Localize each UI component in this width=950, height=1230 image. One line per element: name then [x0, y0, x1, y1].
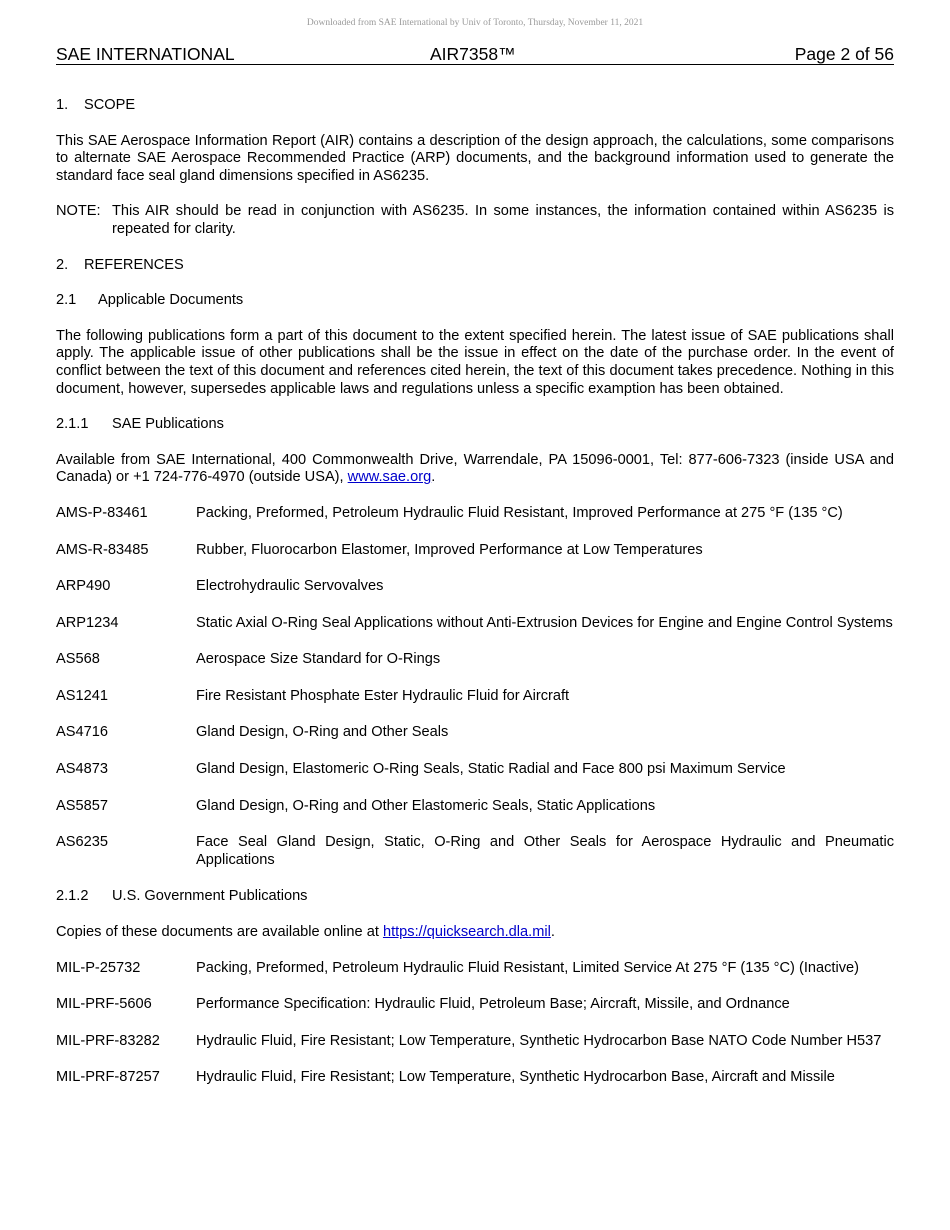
reference-title: Packing, Preformed, Petroleum Hydraulic Fluid Resistant, Limited Service At 275 °F (135 °C) (Inactive) — [196, 959, 859, 976]
document-body — [56, 97, 894, 1106]
applicable-documents-paragraph: The following publications form a part of this document to the extent specified herein. The latest issue of SAE publications shall apply. The applicable issue of other publications shall be the issue in effect on the date of the purchase order. In the event of conflict between the text of this document and references cited herein, the text of this document takes precedence. Nothing in this document, however, supersedes applicable laws and regulations unless a specific examption has been obtained. — [56, 327, 894, 397]
reference-title: Hydraulic Fluid, Fire Resistant; Low Temperature, Synthetic Hydrocarbon Base, Aircraft and Missile — [196, 1069, 835, 1086]
section-number: 2.1 — [56, 292, 77, 309]
reference-item — [56, 688, 894, 706]
sae-website-link[interactable]: www.sae.org — [347, 469, 432, 486]
header-page-number: Page 2 of 56 — [794, 44, 894, 64]
reference-code: AS6235 — [56, 834, 108, 851]
sae-availability-text: Available from SAE International, 400 Commonwealth Drive, Warrendale, PA 15096-0001, Tel: 877-606-7323 (inside USA and Canada) or +1 724-776-4970 (outside USA), — [56, 451, 894, 486]
reference-title: Rubber, Fluorocarbon Elastomer, Improved Performance at Low Temperatures — [196, 541, 703, 558]
section-title: REFERENCES — [84, 256, 184, 273]
scope-note — [56, 203, 894, 238]
reference-item — [56, 1069, 894, 1087]
section-heading-applicable-documents — [56, 292, 894, 310]
reference-title: Fire Resistant Phosphate Ester Hydraulic Fluid for Aircraft — [196, 687, 570, 704]
download-watermark: Downloaded from SAE International by Univ of Toronto, Thursday, November 11, 2021 — [306, 18, 644, 28]
section-number: 2. — [56, 256, 69, 273]
reference-code: AMS-P-83461 — [56, 504, 148, 521]
reference-item — [56, 798, 894, 816]
reference-title: Static Axial O-Ring Seal Applications without Anti-Extrusion Devices for Engine and Engine Control Systems — [196, 614, 893, 631]
reference-title: Gland Design, O-Ring and Other Elastomeric Seals, Static Applications — [196, 797, 656, 814]
reference-item — [56, 615, 894, 633]
reference-item — [56, 578, 894, 596]
reference-item — [56, 960, 894, 978]
section-heading-government-publications — [56, 888, 894, 906]
section-title: SCOPE — [84, 97, 136, 113]
gov-availability-text: Copies of these documents are available online at — [56, 924, 383, 941]
header-organization: SAE INTERNATIONAL — [56, 44, 235, 64]
reference-code: AS4873 — [56, 761, 108, 778]
reference-item — [56, 724, 894, 742]
reference-title: Face Seal Gland Design, Static, O-Ring and Other Seals for Aerospace Hydraulic and Pneumatic Applications — [196, 834, 894, 868]
reference-code: AMS-R-83485 — [56, 541, 149, 558]
header-document-id: AIR7358™ — [430, 44, 516, 64]
reference-code: MIL-PRF-83282 — [56, 1032, 160, 1049]
reference-item — [56, 651, 894, 669]
reference-code: MIL-PRF-87257 — [56, 1069, 160, 1086]
section-heading-scope — [56, 97, 894, 115]
gov-availability-paragraph — [56, 924, 894, 942]
section-heading-references — [56, 257, 894, 275]
quicksearch-link[interactable]: https://quicksearch.dla.mil — [382, 924, 551, 941]
section-number: 1. — [56, 97, 69, 113]
reference-title: Performance Specification: Hydraulic Fluid, Petroleum Base; Aircraft, Missile, and Ordnance — [196, 996, 790, 1013]
reference-code: MIL-P-25732 — [56, 959, 141, 976]
gov-reference-list — [56, 960, 894, 1087]
reference-item — [56, 542, 894, 560]
section-title: SAE Publications — [112, 416, 224, 433]
page-header — [56, 44, 894, 65]
sae-reference-list — [56, 505, 894, 870]
reference-code: AS4716 — [56, 724, 108, 741]
reference-item — [56, 996, 894, 1014]
section-number: 2.1.2 — [56, 888, 89, 905]
scope-paragraph: This SAE Aerospace Information Report (AIR) contains a description of the design approach, the calculations, some comparisons to alternate SAE Aerospace Recommended Practice (ARP) documents, and the background information used to generate the standard face seal gland dimensions specified in AS6235. — [56, 132, 894, 184]
reference-title: Electrohydraulic Servovalves — [196, 578, 384, 595]
reference-title: Gland Design, Elastomeric O-Ring Seals, Static Radial and Face 800 psi Maximum Service — [196, 761, 786, 778]
note-text: This AIR should be read in conjunction with AS6235. In some instances, the information contained within AS6235 is repeated for clarity. — [112, 203, 894, 237]
reference-title: Packing, Preformed, Petroleum Hydraulic Fluid Resistant, Improved Performance at 275 °F (135 °C) — [196, 504, 843, 521]
section-number: 2.1.1 — [56, 416, 89, 433]
sae-availability-end: . — [431, 469, 436, 486]
reference-item — [56, 834, 894, 869]
reference-code: AS568 — [56, 651, 100, 668]
reference-code: AS1241 — [56, 687, 108, 704]
reference-code: ARP490 — [56, 578, 111, 595]
reference-title: Gland Design, O-Ring and Other Seals — [196, 724, 449, 741]
reference-title: Hydraulic Fluid, Fire Resistant; Low Temperature, Synthetic Hydrocarbon Base NATO Code Number H537 — [196, 1032, 882, 1049]
section-heading-sae-publications — [56, 416, 894, 434]
gov-availability-end: . — [550, 924, 555, 941]
section-title: Applicable Documents — [98, 292, 244, 309]
note-label: NOTE: — [56, 203, 101, 220]
reference-title: Aerospace Size Standard for O-Rings — [196, 651, 441, 668]
reference-item — [56, 761, 894, 779]
section-title: U.S. Government Publications — [112, 888, 308, 905]
reference-item — [56, 505, 894, 523]
reference-code: AS5857 — [56, 797, 108, 814]
sae-availability-paragraph — [56, 452, 894, 487]
reference-code: MIL-PRF-5606 — [56, 996, 152, 1013]
reference-code: ARP1234 — [56, 614, 119, 631]
reference-item — [56, 1033, 894, 1051]
